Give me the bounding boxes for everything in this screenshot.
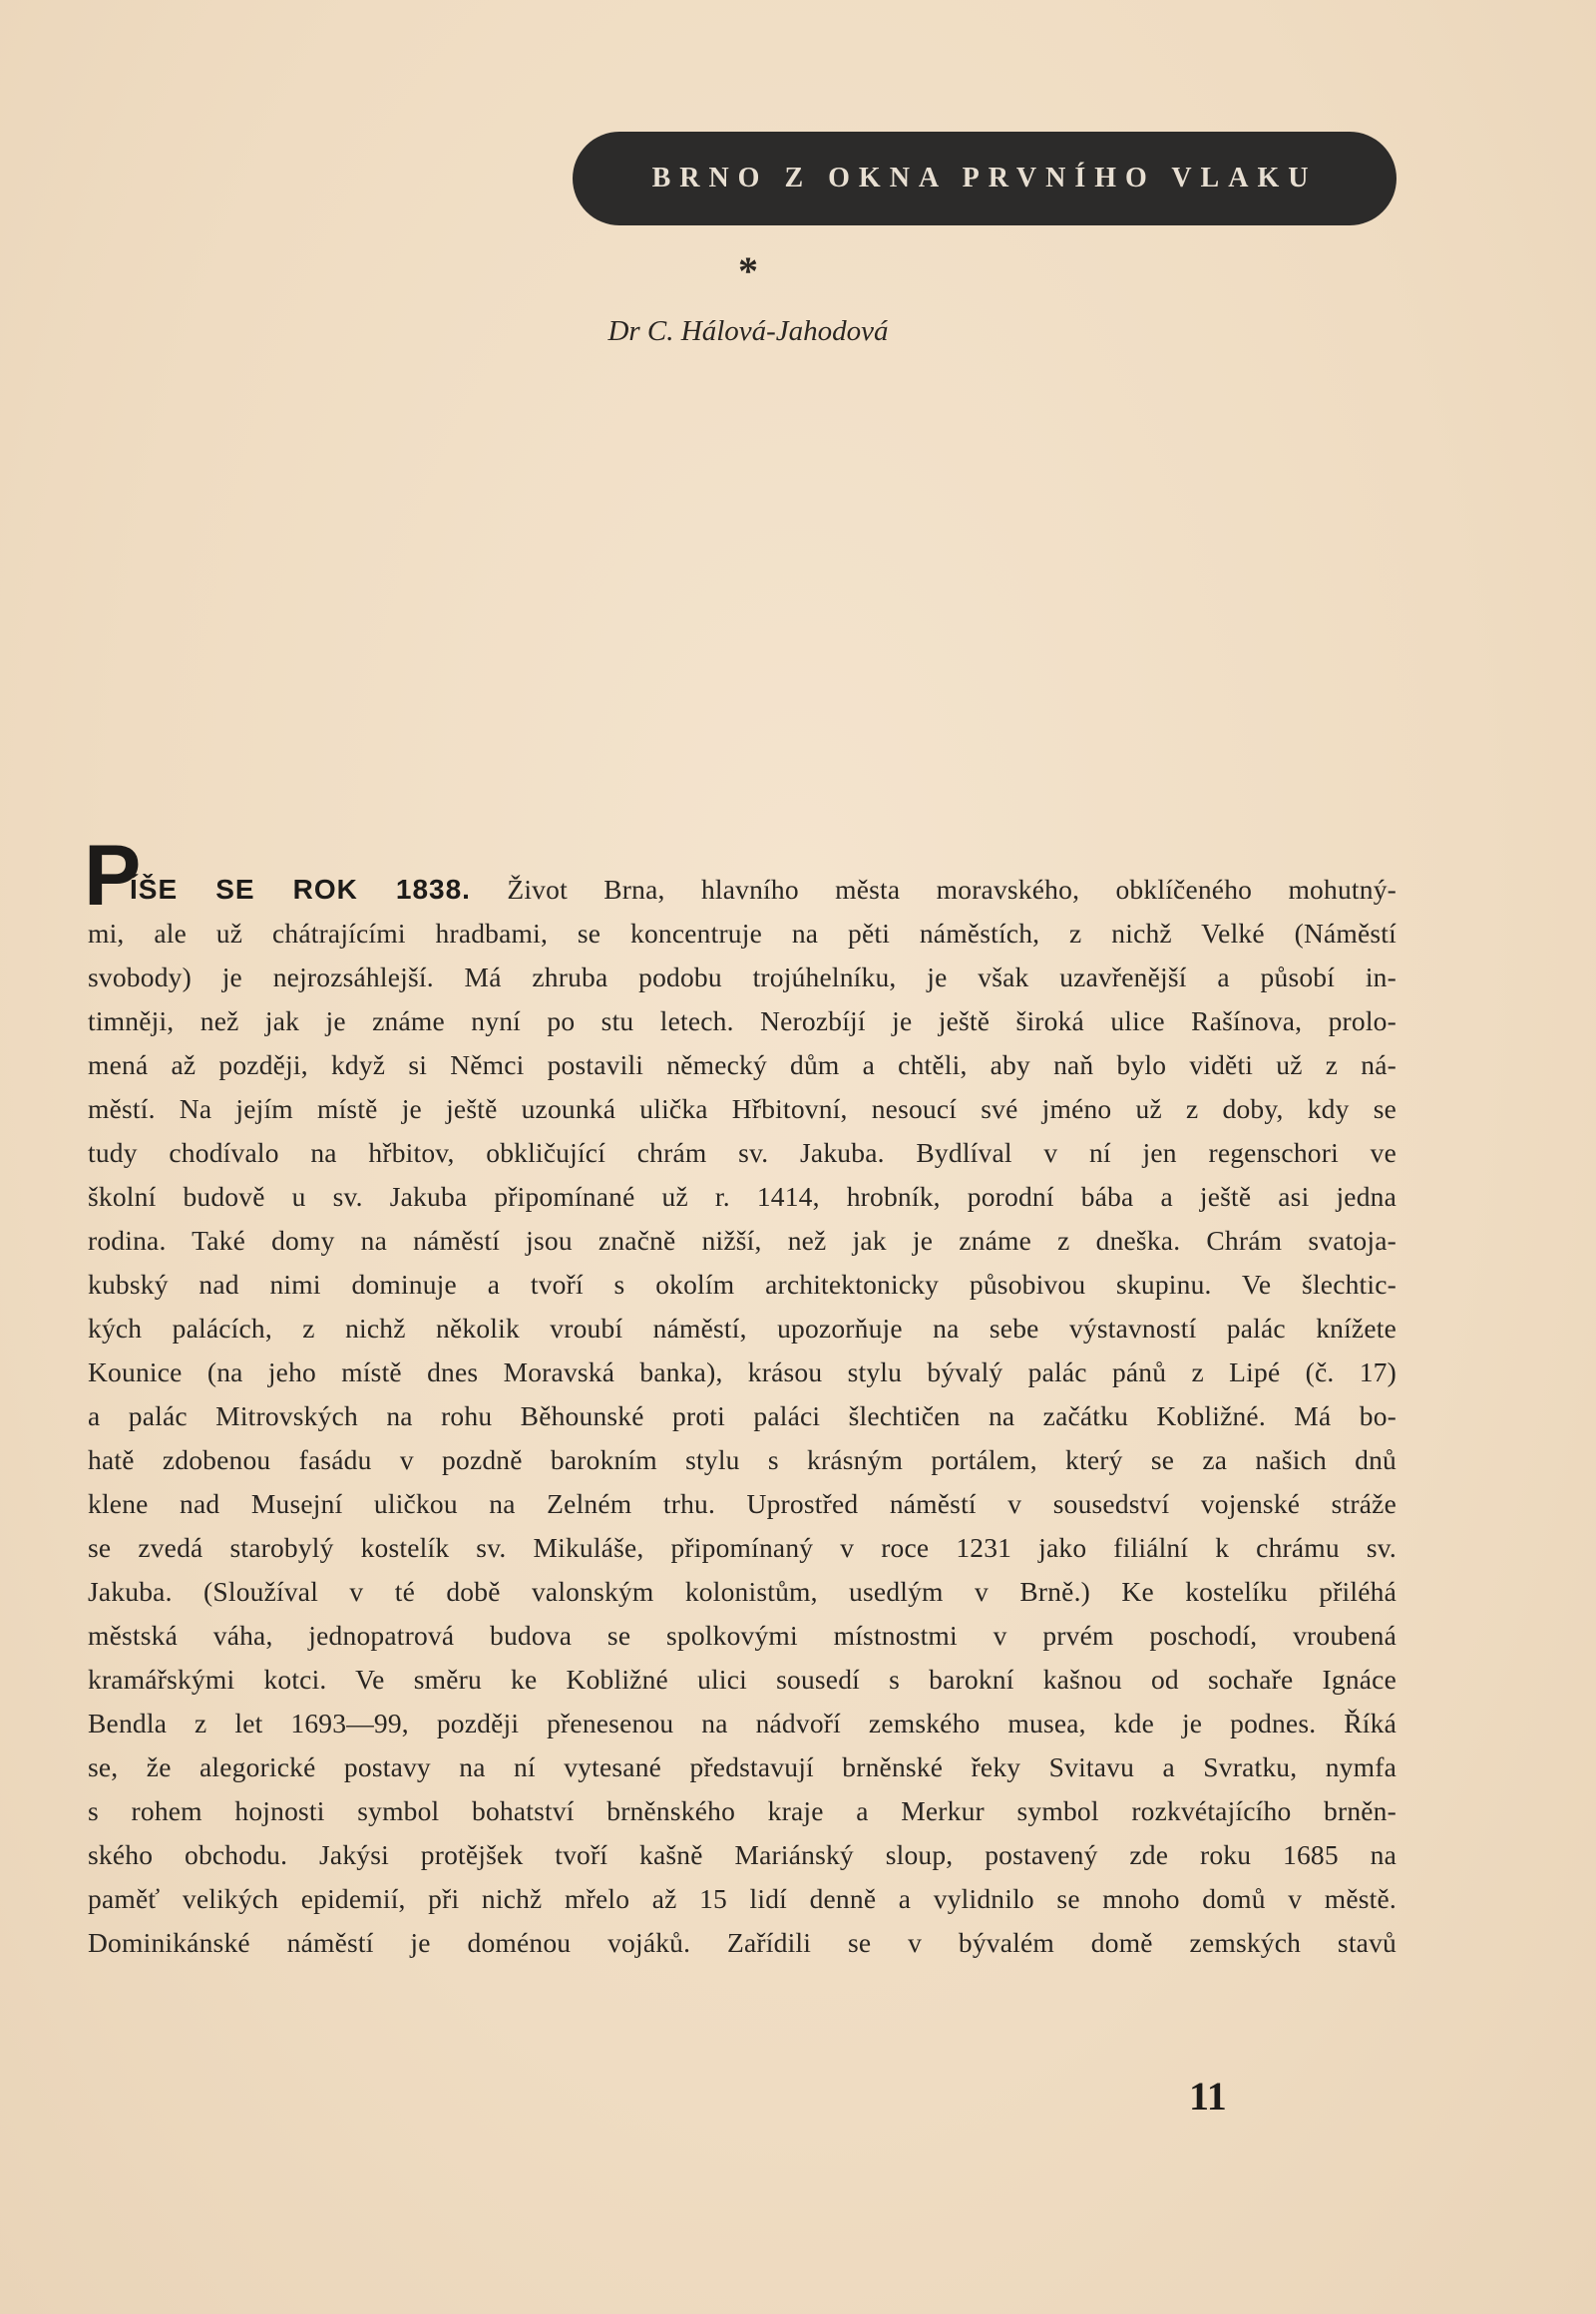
text-line: městí. Na jejím místě je ještě uzounká ulička Hřbitovní, nesoucí své jméno už z doby, kdy se bbox=[88, 1093, 1396, 1124]
text-line: ského obchodu. Jakýsi protějšek tvoří kašně Mariánský sloup, postavený zde roku 1685 na bbox=[88, 1839, 1396, 1870]
text-line: a palác Mitrovských na rohu Běhounské proti paláci šlechtičen na začátku Kobližné. Má bo- bbox=[88, 1400, 1396, 1431]
text-line: Bendla z let 1693—99, později přenesenou na nádvoří zemského musea, kde je podnes. Říká bbox=[88, 1708, 1396, 1738]
text-line: mená až později, když si Němci postavili německý dům a chtěli, aby naň bylo viděti už z ná- bbox=[88, 1049, 1396, 1080]
title-banner bbox=[573, 132, 1396, 225]
text-line: klene nad Musejní uličkou na Zelném trhu. Uprostřed náměstí v sousedství vojenské stráže bbox=[88, 1488, 1396, 1519]
text-line: paměť velikých epidemií, při nichž mřelo až 15 lidí denně a vylidnilo se mnoho domů v městě. bbox=[88, 1883, 1396, 1914]
first-line-text bbox=[88, 868, 1396, 912]
article-lines bbox=[88, 912, 1396, 1965]
text-line: školní budově u sv. Jakuba připomínané už r. 1414, hrobník, porodní bába a ještě asi jedna bbox=[88, 1181, 1396, 1212]
text-line: městská váha, jednopatrová budova se spolkovými místnostmi v prvém poschodí, vroubená bbox=[88, 1620, 1396, 1651]
text-line: kých palácích, z nichž několik vroubí náměstí, upozorňuje na sebe výstavností palác knížete bbox=[88, 1313, 1396, 1344]
text-line: kubský nad nimi dominuje a tvoří s okolím architektonicky působivou skupinu. Ve šlechtic- bbox=[88, 1269, 1396, 1300]
page-number: 11 bbox=[1189, 2074, 1227, 2119]
article-first-line bbox=[84, 828, 1396, 924]
first-line-rest: Život Brna, hlavního města moravského, obklíčeného mohutný- bbox=[470, 874, 1396, 905]
text-line: Jakuba. (Sloužíval v té době valonským kolonistům, usedlým v Brně.) Ke kostelíku přiléhá bbox=[88, 1576, 1396, 1607]
text-line: hatě zdobenou fasádu v pozdně barokním stylu s krásným portálem, který se za našich dnů bbox=[88, 1444, 1396, 1475]
text-line: Dominikánské náměstí je doménou vojáků. Zařídili se v bývalém domě zemských stavů bbox=[88, 1927, 1396, 1958]
drop-cap: P bbox=[84, 828, 142, 924]
article-title: BRNO Z OKNA PRVNÍHO VLAKU bbox=[651, 163, 1318, 193]
text-line: kramářskými kotci. Ve směru ke Kobližné ulici sousedí s barokní kašnou od sochaře Ignáce bbox=[88, 1664, 1396, 1695]
text-line: svobody) je nejrozsáhlejší. Má zhruba podobu trojúhelníku, je však uzavřenější a působí in- bbox=[88, 962, 1396, 992]
text-line: Kounice (na jeho místě dnes Moravská banka), krásou stylu bývalý palác pánů z Lipé (č. 17) bbox=[88, 1356, 1396, 1387]
article-body bbox=[84, 828, 1396, 1965]
text-line: se, že alegorické postavy na ní vytesané představují brněnské řeky Svitavu a Svratku, nymfa bbox=[88, 1751, 1396, 1782]
text-line: tudy chodívalo na hřbitov, obkličující chrám sv. Jakuba. Bydlíval v ní jen regenschori ve bbox=[88, 1137, 1396, 1168]
text-line: timněji, než jak je známe nyní po stu letech. Nerozbíjí je ještě široká ulice Rašínova, prolo- bbox=[88, 1005, 1396, 1036]
text-line: se zvedá starobylý kostelík sv. Mikuláše, připomínaný v roce 1231 jako filiální k chrámu sv. bbox=[88, 1532, 1396, 1563]
asterisk-ornament: * bbox=[738, 248, 758, 293]
text-line: rodina. Také domy na náměstí jsou značně nižší, než jak je známe z dneška. Chrám svatoja- bbox=[88, 1225, 1396, 1256]
text-line: mi, ale už chátrajícími hradbami, se koncentruje na pěti náměstích, z nichž Velké (Náměstí bbox=[88, 918, 1396, 949]
lead-caps: ÍŠE SE ROK 1838. bbox=[130, 874, 471, 905]
author-byline: Dr C. Hálová-Jahodová bbox=[607, 315, 889, 347]
text-line: s rohem hojnosti symbol bohatství brněnského kraje a Merkur symbol rozkvétajícího brněn- bbox=[88, 1795, 1396, 1826]
